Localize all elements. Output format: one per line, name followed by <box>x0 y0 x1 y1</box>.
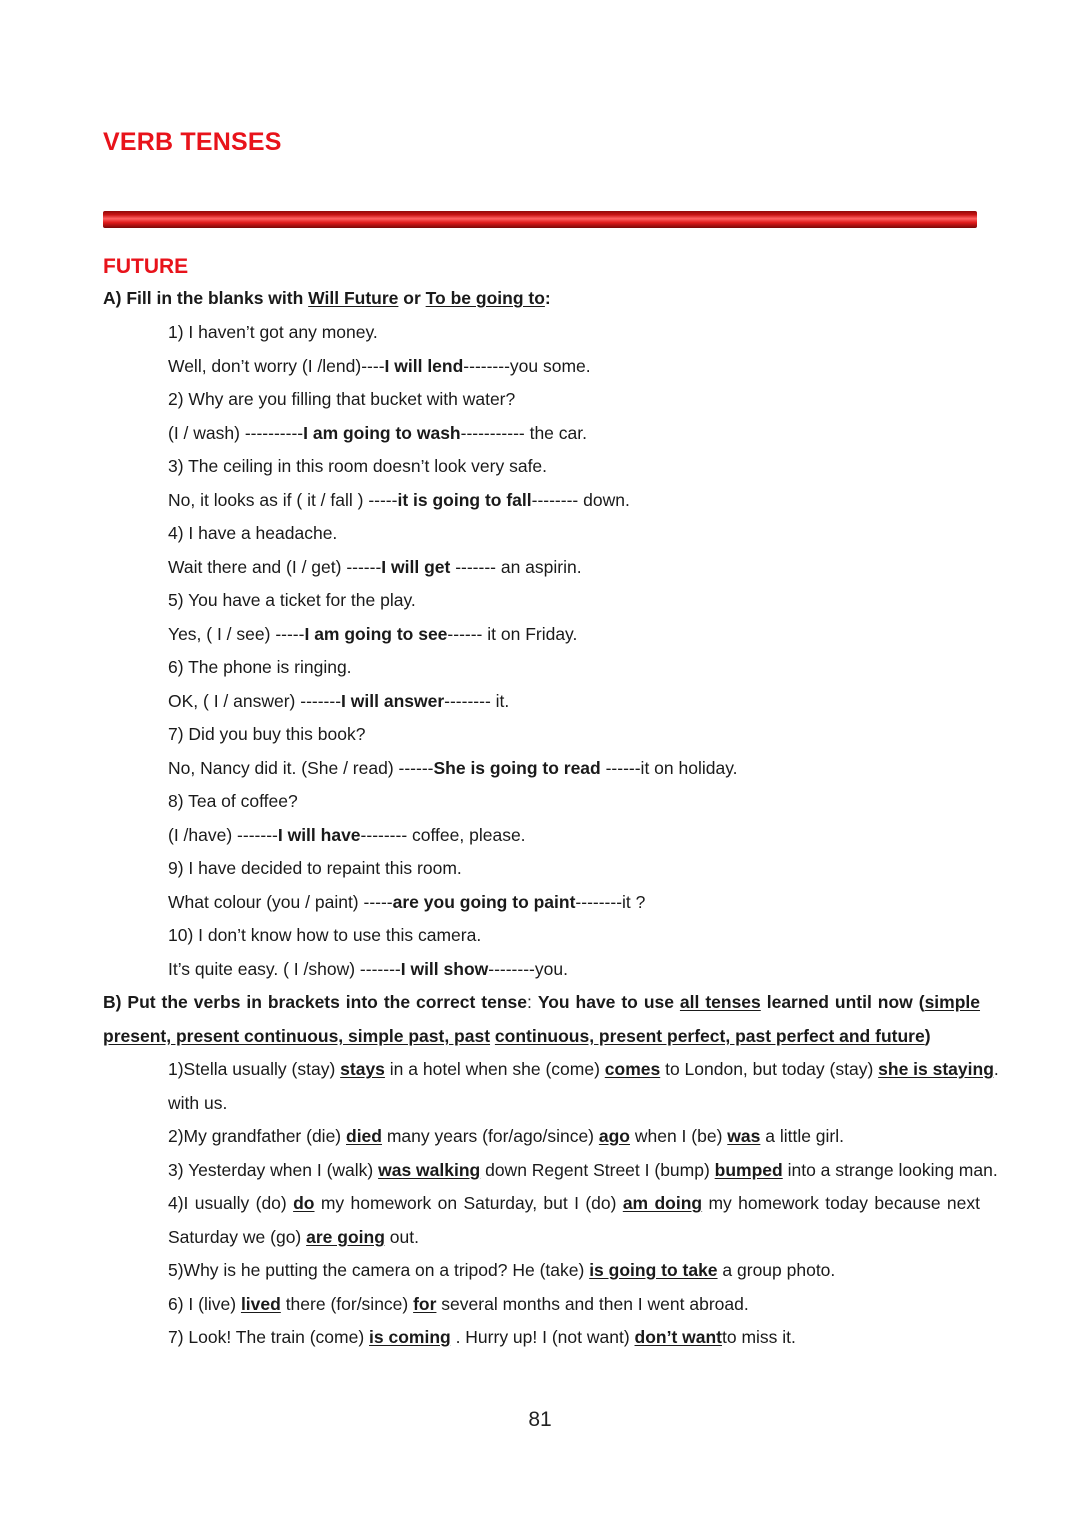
exercise-b-item: 5)Why is he putting the camera on a tripod? He (take) is going to take a group photo. <box>168 1260 836 1280</box>
page-number: 81 <box>528 1408 552 1431</box>
exercise-a-answer: Well, don’t worry (I /lend)----I will lend--------you some. <box>168 356 591 376</box>
exercise-a-question: 3) The ceiling in this room doesn’t look very safe. <box>168 456 548 476</box>
exercise-b-instruction: B) Put the verbs in brackets into the correct tense: You have to use all tenses learned until now (simple <box>103 992 981 1012</box>
exercise-a-answer: Wait there and (I / get) ------I will get ------- an aspirin. <box>168 557 582 577</box>
exercise-a-question: 2) Why are you filling that bucket with water? <box>168 389 516 409</box>
section-heading: FUTURE <box>103 255 189 278</box>
exercise-a-answer: OK, ( I / answer) -------I will answer-------- it. <box>168 691 510 711</box>
exercise-b-item: 6) I (live) lived there (for/since) for several months and then I went abroad. <box>168 1294 749 1314</box>
exercise-a-question: 5) You have a ticket for the play. <box>168 590 416 610</box>
exercise-a-question: 8) Tea of coffee? <box>168 791 298 811</box>
exercise-b-item: Saturday we (go) are going out. <box>168 1227 419 1247</box>
exercise-a-answer: Yes, ( I / see) -----I am going to see------ it on Friday. <box>168 624 578 644</box>
exercise-a-question: 6) The phone is ringing. <box>168 657 352 677</box>
section-divider <box>103 211 977 228</box>
page-title: VERB TENSES <box>103 128 282 156</box>
exercise-b-item: 2)My grandfather (die) died many years (for/ago/since) ago when I (be) was a little girl. <box>168 1126 844 1146</box>
exercise-a-answer: No, Nancy did it. (She / read) ------She is going to read ------it on holiday. <box>168 758 738 778</box>
exercise-a-question: 4) I have a headache. <box>168 523 338 543</box>
exercise-b-item: 3) Yesterday when I (walk) was walking down Regent Street I (bump) bumped into a strange looking man. <box>168 1160 998 1180</box>
exercise-a-answer: No, it looks as if ( it / fall ) -----it is going to fall-------- down. <box>168 490 630 510</box>
exercise-a-question: 1) I haven’t got any money. <box>168 322 378 342</box>
exercise-a-question: 9) I have decided to repaint this room. <box>168 858 462 878</box>
exercise-a-answer: What colour (you / paint) -----are you going to paint--------it ? <box>168 892 646 912</box>
exercise-b-instruction: present, present continuous, simple past, past continuous, present perfect, past perfect and future) <box>103 1026 931 1046</box>
exercise-a-question: 10) I don’t know how to use this camera. <box>168 925 482 945</box>
exercise-b-item: with us. <box>168 1093 228 1113</box>
exercise-a-question: 7) Did you buy this book? <box>168 724 366 744</box>
exercise-b-item: 1)Stella usually (stay) stays in a hotel when she (come) comes to London, but today (stay) she is staying. <box>168 1059 999 1079</box>
exercise-a-answer: (I /have) -------I will have-------- coffee, please. <box>168 825 526 845</box>
exercise-a-answer: (I / wash) ----------I am going to wash----------- the car. <box>168 423 587 443</box>
exercise-a-instruction: A) Fill in the blanks with Will Future or To be going to: <box>103 288 551 308</box>
exercise-b-item: 7) Look! The train (come) is coming . Hurry up! I (not want) don’t wantto miss it. <box>168 1327 796 1347</box>
exercise-a-answer: It’s quite easy. ( I /show) -------I will show--------you. <box>168 959 568 979</box>
exercise-b-item: 4)I usually (do) do my homework on Saturday, but I (do) am doing my homework today because next <box>168 1193 980 1213</box>
